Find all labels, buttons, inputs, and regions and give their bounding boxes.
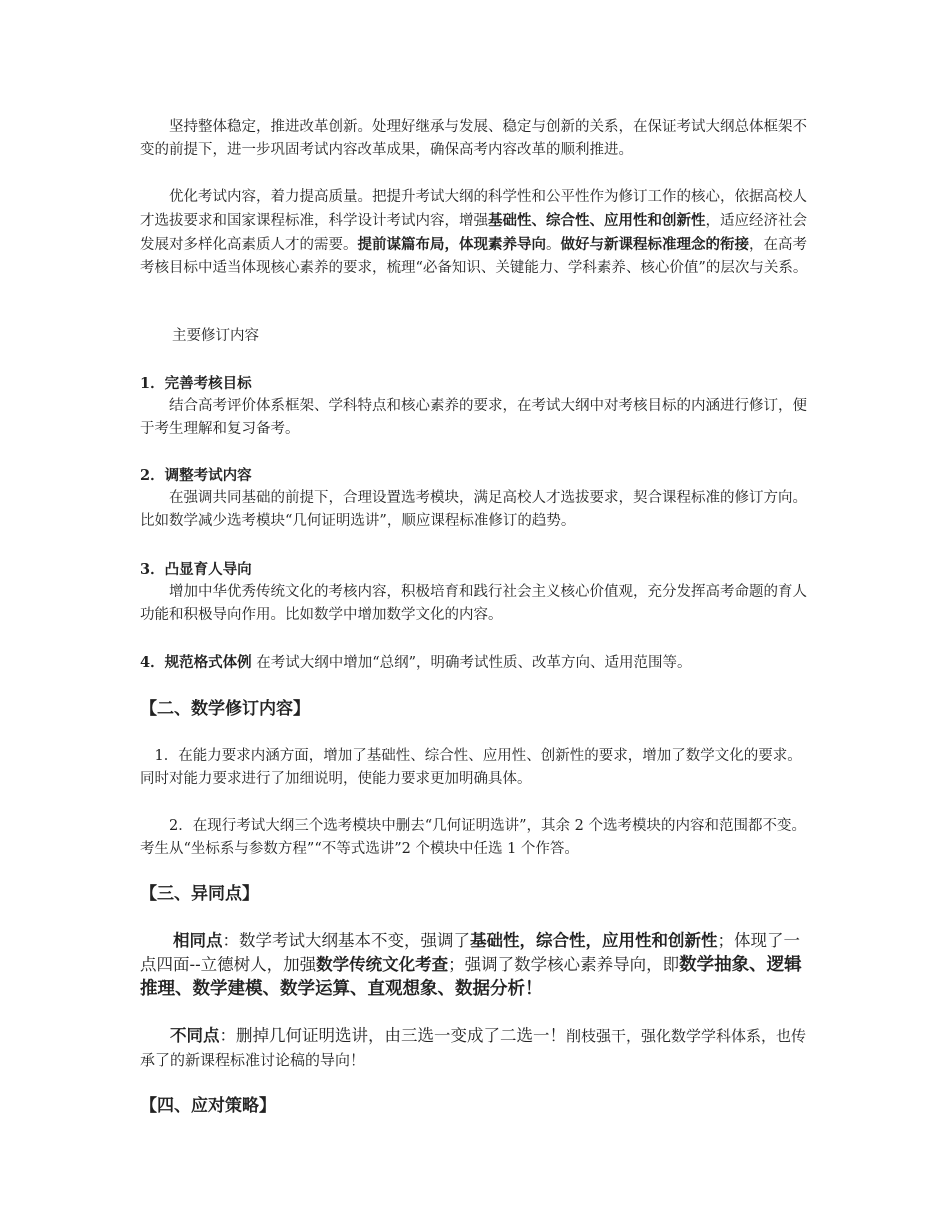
section-4-heading: 【四、应对策略】: [140, 1096, 276, 1116]
section-3-heading: 【三、异同点】: [140, 884, 259, 904]
para2-bold-1: 基础性、综合性、应用性和创新性: [488, 212, 706, 229]
revision-item-3: [140, 558, 810, 627]
para2-text-4: ，在高考考核目标中适当体现核心素养的要求，梳理“必备知识、关键能力、学科素养、核心价值”的层次与关系。: [140, 237, 808, 276]
revision-item-body: 在强调共同基础的前提下，合理设置选考模块，满足高校人才选拔要求，契合课程标准的修订方向。比如数学减少选考模块“几何证明选讲”，顺应课程标准修订的趋势。: [140, 490, 807, 529]
paragraph-principle-content: [140, 186, 810, 280]
revision-item-title: 1．完善考核目标: [140, 375, 252, 392]
paragraph-principle-stability: 坚持整体稳定，推进改革创新。处理好继承与发展、稳定与创新的关系，在保证考试大纲总体框架不变的前提下，进一步巩固考试内容改革成果，确保高考内容改革的顺利推进。: [140, 119, 807, 158]
para2-text-2: ，适应经济社会发展对多样化高素质人才的需要。: [140, 213, 807, 253]
para2-bold-3: 做好与新课程标准理念的衔接: [560, 236, 749, 253]
similarities-bold-1: 基础性，综合性，应用性和创新性: [470, 931, 718, 950]
revision-item-1: [140, 372, 810, 441]
revision-item-4: [140, 651, 810, 675]
revision-item-body: 结合高考评价体系框架、学科特点和核心素养的要求，在考试大纲中对考核目标的内涵进行修订，便于考生理解和复习备考。: [140, 398, 807, 437]
revision-item-body: 在考试大纲中增加“总纲”，明确考试性质、改革方向、适用范围等。: [251, 655, 692, 671]
main-revision-title: 主要修订内容: [172, 328, 259, 344]
similarities-text-3: ；强调了数学核心素养导向，即: [448, 955, 680, 974]
similarities-bold-3: 数学抽象、逻辑推理、数学建模、数学运算、直观想象、数据分析！: [140, 955, 802, 999]
para2-text-1: 优化考试内容，着力提高质量。把提升考试大纲的科学性和公平性作为修订工作的核心，依据高校人才选拔要求和国家课程标准，科学设计考试内容，增强: [140, 189, 807, 229]
revision-item-title: 4．规范格式体例: [140, 654, 252, 671]
para2-bold-2: 提前谋篇布局，体现素养导向: [357, 236, 546, 253]
revision-item-title: 3．凸显育人导向: [140, 561, 252, 578]
revision-item-2: [140, 464, 810, 533]
para2-text-3: 。: [546, 237, 561, 253]
differences-label: 不同点: [170, 1026, 220, 1045]
revision-item-title: 2．调整考试内容: [140, 467, 252, 484]
similarities-text-2: ；体现了一点四面--立德树人，加强: [140, 931, 800, 974]
section-2-heading: 【二、数学修订内容】: [140, 699, 310, 719]
revision-item-body: 增加中华优秀传统文化的考核内容，积极培育和践行社会主义核心价值观，充分发挥高考命题的育人功能和积极导向作用。比如数学中增加数学文化的内容。: [140, 584, 807, 623]
differences-text-2: 削枝强干，强化数学学科体系，也传承了的新课程标准讨论稿的导向！: [140, 1027, 807, 1069]
differences-paragraph: [140, 1024, 810, 1072]
similarities-paragraph: [140, 929, 810, 1001]
section-2-paragraph-2: 2．在现行考试大纲三个选考模块中删去“几何证明选讲”，其余 2 个选考模块的内容和范围都不变。考生从“坐标系与参数方程”“不等式选讲”2 个模块中任选 1 个作答。: [140, 818, 806, 857]
similarities-text-1: ：数学考试大纲基本不变，强调了: [222, 931, 470, 950]
similarities-label: 相同点: [173, 931, 223, 950]
differences-text-1: ：删掉几何证明选讲，由三选一变成了二选一！: [219, 1026, 566, 1045]
similarities-bold-2: 数学传统文化考查: [316, 955, 449, 974]
section-2-paragraph-1: 1．在能力要求内涵方面，增加了基础性、综合性、应用性、创新性的要求，增加了数学文化的要求。同时对能力要求进行了加细说明，使能力要求更加明确具体。: [140, 748, 802, 787]
